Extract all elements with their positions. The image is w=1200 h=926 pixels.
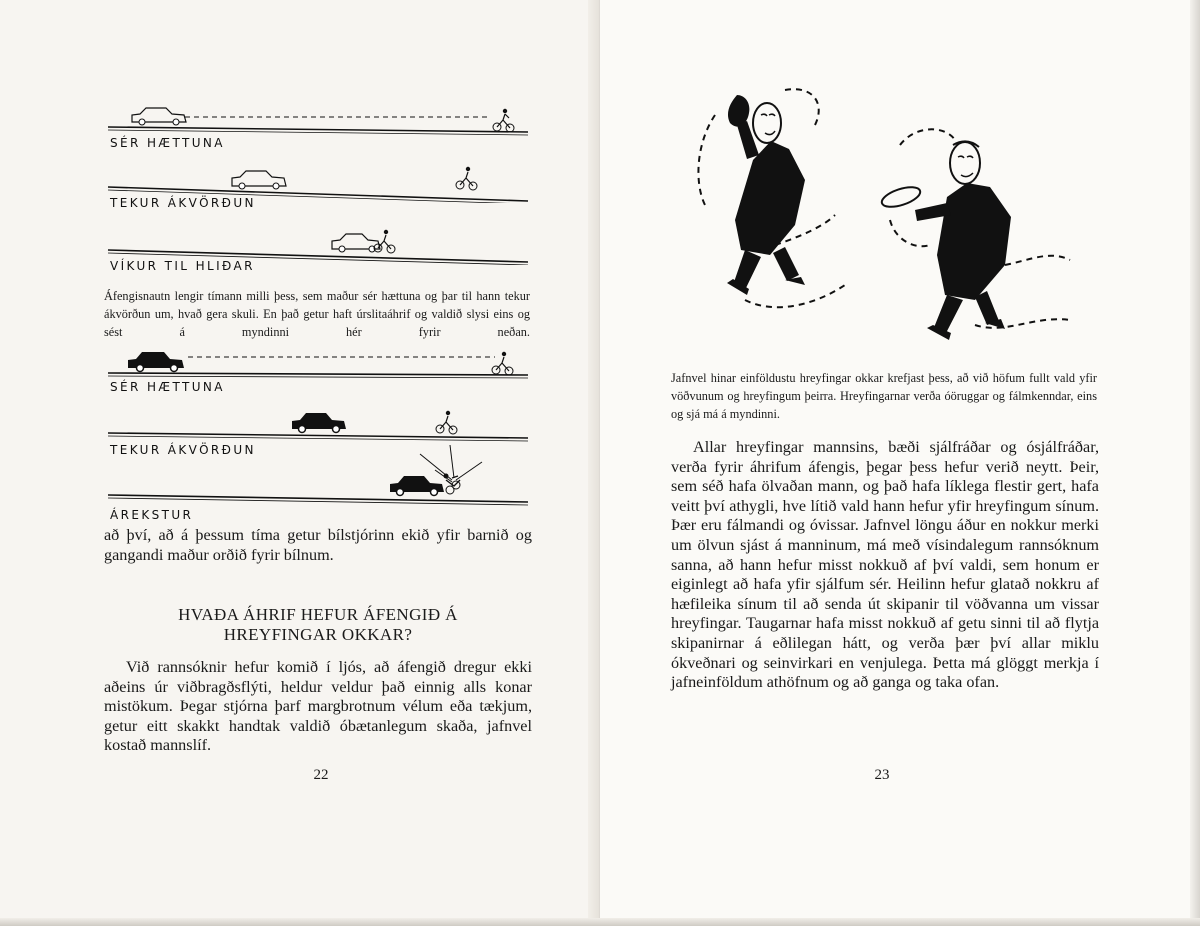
page-number-right: 23 <box>874 767 890 783</box>
fallen-cyclist-icon <box>444 474 461 495</box>
car-icon <box>132 108 186 125</box>
car-icon <box>232 171 286 189</box>
road-label-drunk-see-danger: SÉR HÆTTUNA <box>110 380 225 394</box>
bicycle-icon <box>493 109 514 132</box>
road-diagram-drunk-decide <box>100 405 535 445</box>
car-icon <box>128 352 184 372</box>
car-icon <box>292 413 346 433</box>
car-icon <box>390 476 444 496</box>
car-icon <box>332 234 380 252</box>
book-bottom-edge <box>0 918 1200 926</box>
road-diagram-collision <box>100 440 535 510</box>
road-label-decide: TEKUR ÁKVÖRÐUN <box>110 196 256 210</box>
left-page-paragraph: Við rannsóknir hefur komið í ljós, að áfengið dregur ekki aðeins úr viðbragðsflýti, heldur veldur það einnig alls konar mistökum. Þegar stjórna þarf margbrotnum vélum eða tækjum, getur eitt skakkt handtak valdið óbætanlegum skaða, jafnvel kostað mannslíf. <box>104 658 532 755</box>
road-label-collision: ÁREKSTUR <box>110 508 194 522</box>
bicycle-icon <box>492 352 513 375</box>
illustration-caption: Jafnvel hinar einföldustu hreyfingar okkar krefjast þess, að við höfum fullt vald yfir vöðvunum og hreyfingum þeirra. Hreyfingarnar verða óöruggar og fálmkenndar, eins og sjá má á myndinni. <box>671 371 1097 421</box>
road-diagram-drunk-see-danger <box>100 345 535 385</box>
man-raising-hat-icon <box>727 95 805 295</box>
continuation-text: að því, að á þessum tíma getur bílstjórinn ekið yfir barnið og gangandi maður orðið fyrir bílnum. <box>104 526 532 564</box>
two-walking-men-icon <box>675 85 1095 360</box>
bicycle-icon <box>456 167 477 190</box>
right-page-paragraph: Allar hreyfingar mannsins, bæði sjálfráðar og ósjálfráðar, verða fyrir áhrifum áfengis, þegar þess hefur verið neytt. Þeir, sem séð hafa ölvaðan mann, og það hafa líklega flestir gert, hafa veitt því athygli, hve lítið vald hann hefur yfir hreyfingum sínum. Þær eru fálmandi og óvissar. Jafnvel löngu áður en nokkur merki um ölvun sjást á manninum, má með vísindalegum rannsóknum sanna, að hann hefur misst nokkuð af því valdi, sem honum er eiginlegt að hafa yfir sjálfum sér. Heilinn hefur glatað nokkru af hæfileika sínum til að senda út skipanir til vöðvanna um vissar hreyfingar. Taugarnar hafa misst nokkuð af getu sinni til að flytja skipanirnar á eðlilegan hátt, og verða þær því allar miklu ókveðnari og seinvirkari en venjulega. Þetta má glöggt merkja í jafneinföldum athöfnum og að ganga og taka ofan. <box>671 438 1099 692</box>
diagram-caption: Áfengisnautn lengir tímann milli þess, sem maður sér hættuna og þar til hann tekur ákvörðun um, hvað gera skuli. En það getur haft úrslitaáhrif og valdið slysi eins og sést á myndinni hér fyrir neðan. <box>104 289 530 339</box>
road-label-see-danger: SÉR HÆTTUNA <box>110 136 225 150</box>
man-holding-hat-icon <box>880 141 1011 340</box>
page-number-left: 22 <box>313 767 329 783</box>
impact-star-icon <box>420 445 482 482</box>
bicycle-icon <box>436 411 457 434</box>
book-outer-edge <box>1190 0 1200 926</box>
road-label-swerve: VÍKUR TIL HLIÐAR <box>110 259 255 273</box>
road-diagram-sober-see-danger <box>100 100 535 140</box>
section-heading-line1: HVAÐA ÁHRIF HEFUR ÁFENGIÐ Á <box>178 605 458 624</box>
section-heading-line2: HREYFINGAR OKKAR? <box>223 625 413 644</box>
road-label-drunk-decide: TEKUR ÁKVÖRÐUN <box>110 443 256 457</box>
